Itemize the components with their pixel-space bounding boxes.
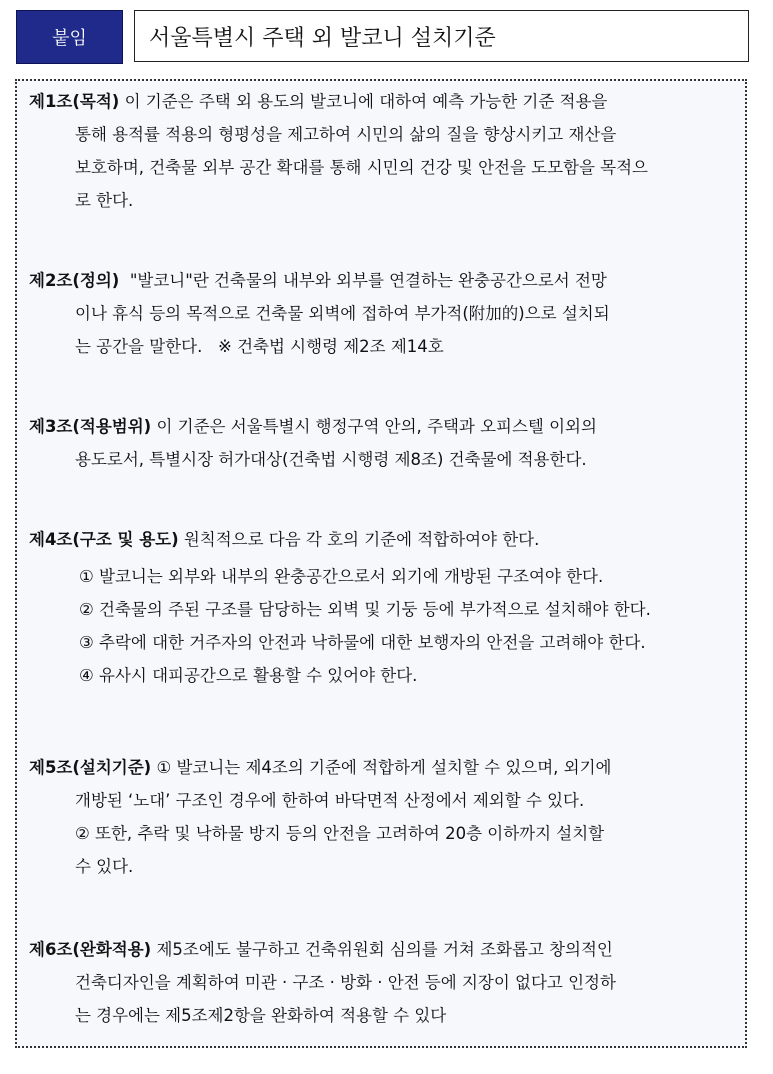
article-heading: 제5조(설치기준) xyxy=(29,758,152,777)
article-text: ② 또한, 추락 및 낙하물 방지 등의 안전을 고려하여 20층 이하까지 설치할 xyxy=(75,824,605,843)
article-text: 보호하며, 건축물 외부 공간 확대를 통해 시민의 건강 및 안전을 도모함을 목적으 xyxy=(75,158,648,177)
article-4 xyxy=(29,523,741,692)
list-item: ④ 유사시 대피공간으로 활용할 수 있어야 한다. xyxy=(79,666,418,685)
document-header xyxy=(16,10,751,64)
article-text: "발코니"란 건축물의 내부와 외부를 연결하는 완충공간으로서 전망 xyxy=(119,271,607,290)
article-text: 건축디자인을 계획하여 미관 · 구조 · 방화 · 안전 등에 지장이 없다고 인정하 xyxy=(75,973,616,992)
article-text: 개방된 ‘노대’ 구조인 경우에 한하여 바닥면적 산정에서 제외할 수 있다. xyxy=(75,791,585,810)
article-6 xyxy=(29,933,741,1032)
attachment-tag: 붙임 xyxy=(16,10,123,64)
article-5 xyxy=(29,751,741,883)
article-text: 는 경우에는 제5조제2항을 완화하여 적용할 수 있다 xyxy=(75,1006,447,1025)
document-title: 서울특별시 주택 외 발코니 설치기준 xyxy=(134,10,749,62)
article-text: 원칙적으로 다음 각 호의 기준에 적합하여야 한다. xyxy=(178,530,540,549)
article-heading: 제3조(적용범위) xyxy=(29,417,152,436)
article-1 xyxy=(29,85,741,217)
list-item: ② 건축물의 주된 구조를 담당하는 외벽 및 기둥 등에 부가적으로 설치해야 한다. xyxy=(79,600,651,619)
article-3 xyxy=(29,410,741,476)
article-heading: 제6조(완화적용) xyxy=(29,940,152,959)
article-text: 이나 휴식 등의 목적으로 건축물 외벽에 접하여 부가적(附加的)으로 설치되 xyxy=(75,304,610,323)
list-item: ③ 추락에 대한 거주자의 안전과 낙하물에 대한 보행자의 안전을 고려해야 한다. xyxy=(79,633,646,652)
article-heading: 제4조(구조 및 용도) xyxy=(29,530,179,549)
article-text: 로 한다. xyxy=(75,191,134,210)
article-heading: 제2조(정의) xyxy=(29,271,120,290)
article-2 xyxy=(29,264,741,363)
article-text: 제5조에도 불구하고 건축위원회 심의를 거쳐 조화롭고 창의적인 xyxy=(151,940,613,959)
article-heading: 제1조(목적) xyxy=(29,92,120,111)
regulation-body xyxy=(15,79,747,1048)
article-text: 는 공간을 말한다. ※ 건축법 시행령 제2조 제14호 xyxy=(75,337,444,356)
article-text: 이 기준은 주택 외 용도의 발코니에 대하여 예측 가능한 기준 적용을 xyxy=(119,92,608,111)
article-text: 수 있다. xyxy=(75,857,134,876)
article-text: 통해 용적률 적용의 형평성을 제고하여 시민의 삶의 질을 향상시키고 재산을 xyxy=(75,125,617,144)
article-text: ① 발코니는 제4조의 기준에 적합하게 설치할 수 있으며, 외기에 xyxy=(151,758,612,777)
article-text: 용도로서, 특별시장 허가대상(건축법 시행령 제8조) 건축물에 적용한다. xyxy=(75,450,587,469)
list-item: ① 발코니는 외부와 내부의 완충공간으로서 외기에 개방된 구조여야 한다. xyxy=(79,567,604,586)
article-text: 이 기준은 서울특별시 행정구역 안의, 주택과 오피스텔 이외의 xyxy=(151,417,597,436)
